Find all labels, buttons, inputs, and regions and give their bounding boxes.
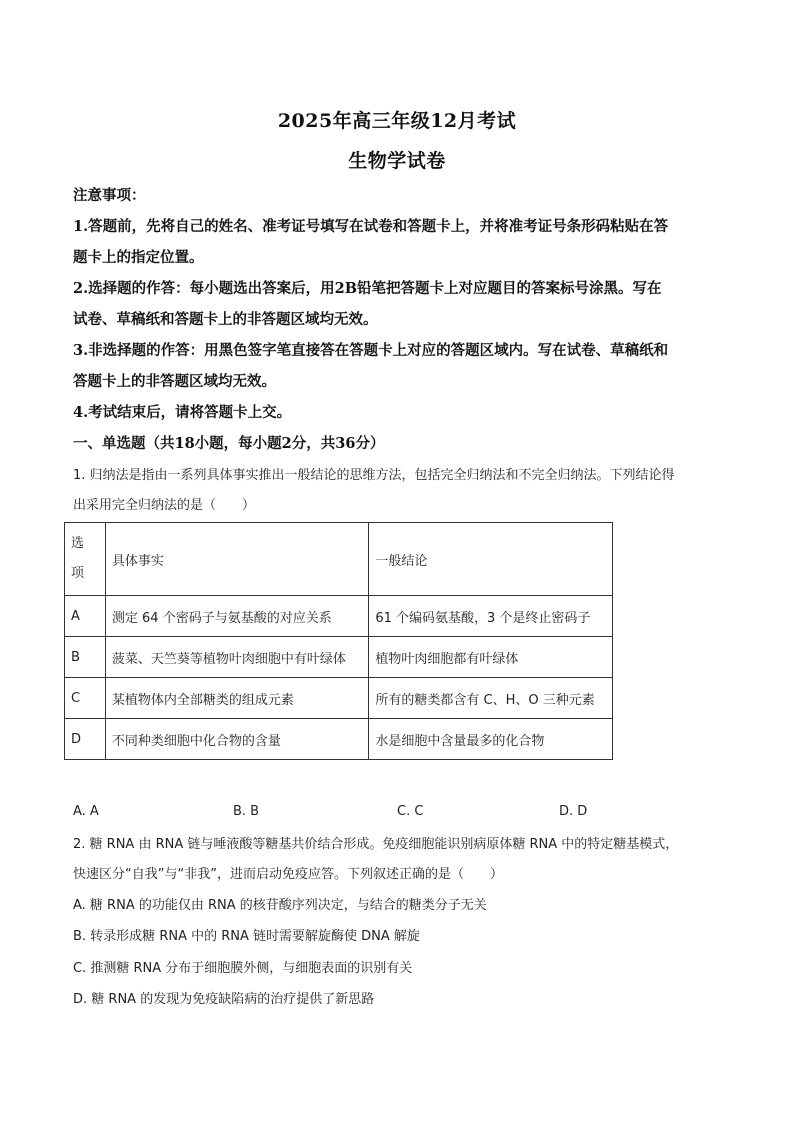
question-1-stem: 出采用完全归纳法的是（ ） — [73, 498, 256, 513]
table-header-row — [65, 523, 613, 596]
notice-line: 题卡上的指定位置。 — [73, 249, 204, 266]
exam-subtitle: 生物学试卷 — [348, 150, 446, 172]
notice-line: 3.非选择题的作答：用黑色签字笔直接答在答题卡上对应的答题区域内。写在试卷、草稿纸和 — [73, 342, 669, 359]
notice-heading: 注意事项： — [73, 187, 146, 204]
table-row — [65, 678, 613, 719]
question-1-table — [64, 522, 613, 760]
table-cell-conclusion: 61 个编码氨基酸，3 个是终止密码子 — [369, 596, 613, 637]
choice-b[interactable]: B. B — [233, 804, 260, 819]
table-cell-fact: 不同种类细胞中化合物的含量 — [105, 719, 368, 760]
table-cell-fact: 某植物体内全部糖类的组成元素 — [105, 678, 368, 719]
exam-title: 2025年高三年级12月考试 — [277, 110, 517, 132]
section-heading: 一、单选题（共18小题，每小题2分，共36分） — [73, 435, 385, 452]
question-2-choice-d[interactable]: D. 糖 RNA 的发现为免疫缺陷病的治疗提供了新思路 — [73, 992, 375, 1007]
table-header-conclusion: 一般结论 — [369, 523, 613, 596]
question-2-choice-b[interactable]: B. 转录形成糖 RNA 中的 RNA 链时需要解旋酶使 DNA 解旋 — [73, 929, 420, 944]
notice-line: 答题卡上的非答题区域均无效。 — [73, 373, 276, 390]
question-2-choice-a[interactable]: A. 糖 RNA 的功能仅由 RNA 的核苷酸序列决定，与结合的糖类分子无关 — [73, 898, 487, 913]
table-cell-conclusion: 水是细胞中含量最多的化合物 — [369, 719, 613, 760]
choice-a[interactable]: A. A — [73, 804, 99, 819]
question-1-choices — [73, 798, 713, 828]
table-row — [65, 719, 613, 760]
question-2-stem: 2. 糖 RNA 由 RNA 链与唾液酸等糖基共价结合形成。免疫细胞能识别病原体糖 RNA 中的特定糖基模式， — [73, 837, 679, 852]
choice-d[interactable]: D. D — [559, 804, 588, 819]
table-row — [65, 637, 613, 678]
notice-line: 1.答题前，先将自己的姓名、准考证号填写在试卷和答题卡上，并将准考证号条形码粘贴在答 — [73, 218, 669, 235]
question-1-stem: 1. 归纳法是指由一系列具体事实推出一般结论的思维方法，包括完全归纳法和不完全归纳法。下列结论得 — [73, 468, 675, 483]
table-cell-option: D — [65, 719, 106, 760]
notice-line: 2.选择题的作答：每小题选出答案后，用2B铅笔把答题卡上对应题目的答案标号涂黑。写在 — [73, 280, 662, 297]
table-header-option: 选 项 — [65, 523, 106, 596]
table-header-fact: 具体事实 — [105, 523, 368, 596]
table-cell-option: A — [65, 596, 106, 637]
table-cell-option: B — [65, 637, 106, 678]
table-cell-conclusion: 所有的糖类都含有 C、H、O 三种元素 — [369, 678, 613, 719]
choice-c[interactable]: C. C — [397, 804, 424, 819]
notice-line: 4.考试结束后，请将答题卡上交。 — [73, 404, 292, 421]
question-2-choice-c[interactable]: C. 推测糖 RNA 分布于细胞膜外侧，与细胞表面的识别有关 — [73, 961, 413, 976]
table-cell-fact: 菠菜、天竺葵等植物叶肉细胞中有叶绿体 — [105, 637, 368, 678]
table-cell-fact: 测定 64 个密码子与氨基酸的对应关系 — [105, 596, 368, 637]
notice-line: 试卷、草稿纸和答题卡上的非答题区域均无效。 — [73, 311, 378, 328]
table-cell-conclusion: 植物叶肉细胞都有叶绿体 — [369, 637, 613, 678]
question-2-stem: 快速区分“自我”与“非我”，进而启动免疫应答。下列叙述正确的是（ ） — [73, 867, 503, 882]
table-cell-option: C — [65, 678, 106, 719]
table-row — [65, 596, 613, 637]
